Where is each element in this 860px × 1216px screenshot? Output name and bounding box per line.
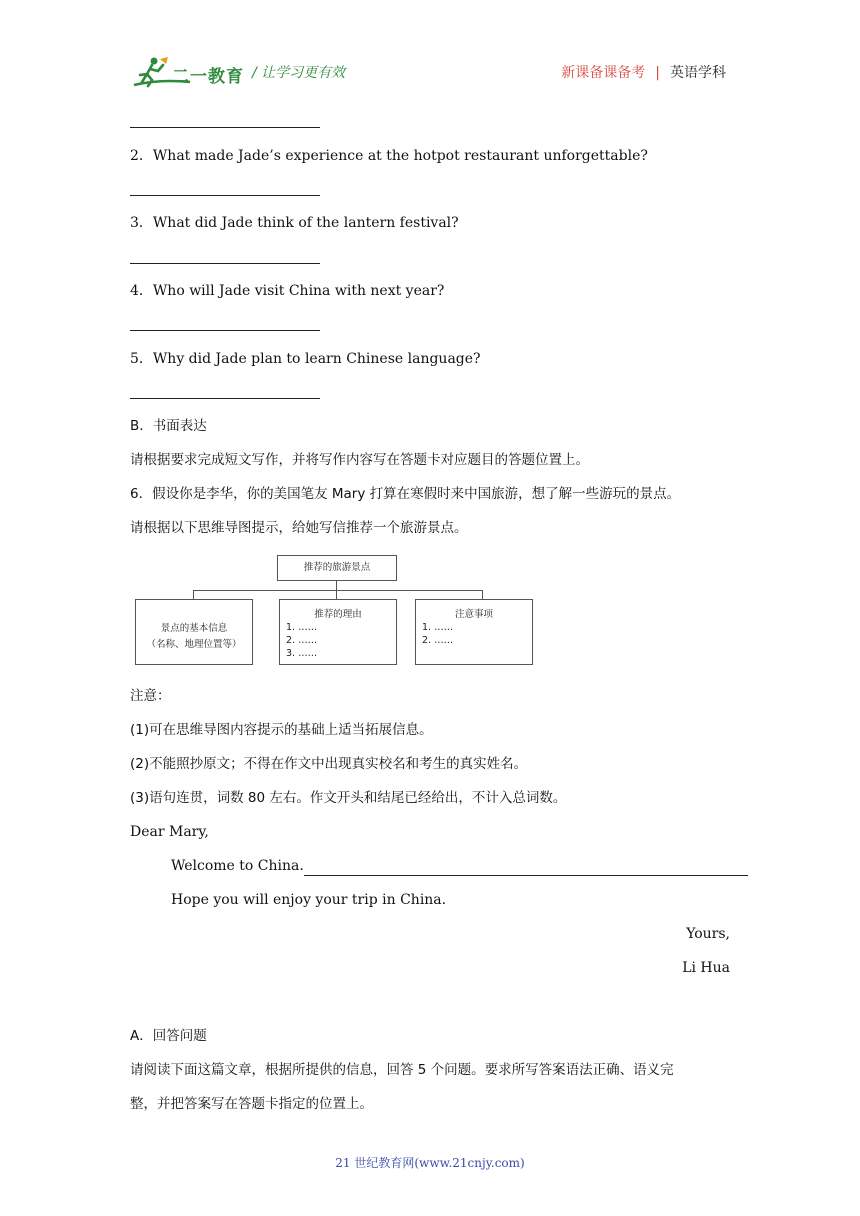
reasons-item: 2. …… xyxy=(286,635,318,646)
subject-label: 英语学科 xyxy=(670,65,726,81)
answer-line[interactable] xyxy=(130,398,320,399)
question-6-line1: 6．假设你是李华，你的美国笔友 Mary 打算在寒假时来中国旅游，想了解一些游玩的景点。 xyxy=(130,486,681,502)
letter-closing: Hope you will enjoy your trip in China. xyxy=(171,892,447,908)
question-3: 3．What did Jade think of the lantern festival? xyxy=(130,215,459,231)
connector xyxy=(193,590,194,599)
mind-map xyxy=(133,553,533,668)
answer-line[interactable] xyxy=(130,263,320,264)
letter-opening: Welcome to China. xyxy=(171,858,304,874)
connector xyxy=(193,590,482,591)
letter-signoff: Yours, xyxy=(686,926,730,942)
connector xyxy=(336,580,337,590)
basic-info-line2: （名称、地理位置等） xyxy=(146,639,242,650)
notes-box-title: 注意事项 xyxy=(454,609,493,620)
question-6-line2: 请根据以下思维导图提示，给她写信推荐一个旅游景点。 xyxy=(130,520,468,536)
connector xyxy=(482,590,483,599)
writing-blank[interactable] xyxy=(304,860,748,876)
section-b-instruction: 请根据要求完成短文写作，并将写作内容写在答题卡对应题目的答题位置上。 xyxy=(130,452,589,468)
slogan: / 让学习更有效 xyxy=(252,65,346,81)
note-2: (2)不能照抄原文；不得在作文中出现真实校名和考生的真实姓名。 xyxy=(130,756,528,772)
question-4: 4．Who will Jade visit China with next year? xyxy=(130,283,445,299)
answer-line[interactable] xyxy=(130,127,320,128)
note-3: (3)语句连贯，词数 80 左右。作文开头和结尾已经给出，不计入总词数。 xyxy=(130,790,567,806)
letter-name: Li Hua xyxy=(682,960,730,976)
letter-opening-row xyxy=(171,856,748,876)
section-a-title: A．回答问题 xyxy=(130,1028,207,1044)
question-5: 5．Why did Jade plan to learn Chinese language? xyxy=(130,351,481,367)
reasons-item: 1. …… xyxy=(286,622,318,633)
basic-info-line1: 景点的基本信息 xyxy=(160,623,228,634)
section-a-instruction-line1: 请阅读下面这篇文章，根据所提供的信息，回答 5 个问题。要求所写答案语法正确、语义完 xyxy=(130,1062,674,1078)
notes-title: 注意： xyxy=(130,688,171,704)
connector xyxy=(336,590,337,599)
answer-line[interactable] xyxy=(130,330,320,331)
note-1: (1)可在思维导图内容提示的基础上适当拓展信息。 xyxy=(130,722,433,738)
section-b-title: B．书面表达 xyxy=(130,418,207,434)
header-tagline: 新课备课备考 xyxy=(561,65,646,81)
mind-map-box-reasons xyxy=(279,599,397,665)
header-right xyxy=(561,62,726,82)
logo-text: 二一教育 xyxy=(172,67,244,87)
page-footer[interactable]: 21 世纪教育网(www.21cnjy.com) xyxy=(335,1156,525,1170)
notes-box-item: 2. …… xyxy=(422,635,454,646)
reasons-item: 3. …… xyxy=(286,648,318,659)
mind-map-root: 推荐的旅游景点 xyxy=(277,555,397,581)
header-divider: | xyxy=(655,65,660,81)
answer-line[interactable] xyxy=(130,195,320,196)
mind-map-box-notes xyxy=(415,599,533,665)
mind-map-box-basic-info xyxy=(135,599,253,665)
notes-box-item: 1. …… xyxy=(422,622,454,633)
question-2: 2．What made Jade’s experience at the hotpot restaurant unforgettable? xyxy=(130,148,648,164)
page-header xyxy=(0,0,860,100)
letter-salutation: Dear Mary, xyxy=(130,824,209,840)
section-a-instruction-line2: 整，并把答案写在答题卡指定的位置上。 xyxy=(130,1096,373,1112)
reasons-title: 推荐的理由 xyxy=(314,609,362,620)
